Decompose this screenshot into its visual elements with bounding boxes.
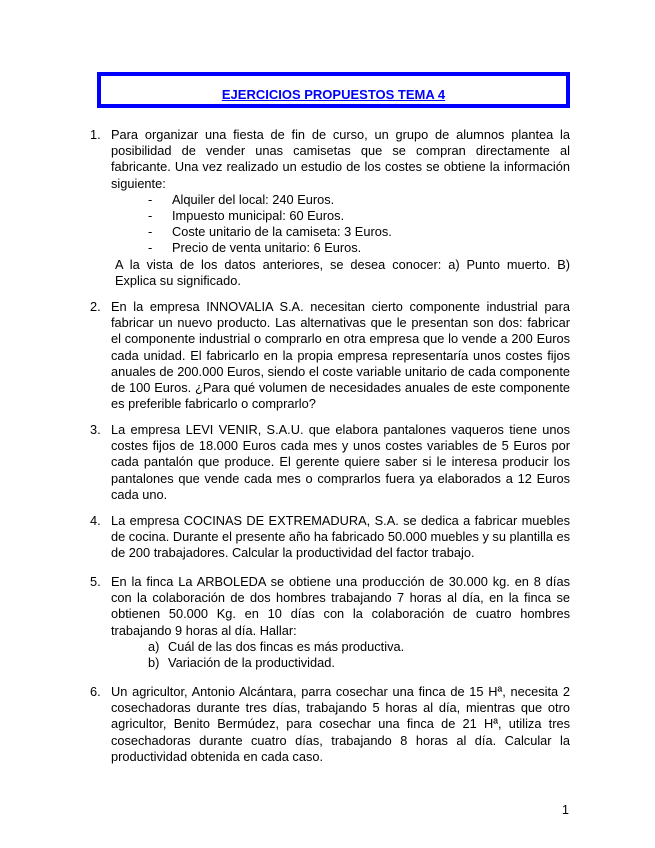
list-item: - Precio de venta unitario: 6 Euros. (148, 240, 362, 256)
exercise-5-list (148, 639, 570, 671)
exercise-number: 6. (90, 684, 101, 699)
list-item: - Impuesto municipal: 60 Euros. (148, 208, 345, 224)
exercise-number: 3. (90, 422, 101, 437)
exercise-number: 1. (90, 127, 101, 142)
page-number: 1 (561, 802, 569, 817)
exercise-text: Para organizar una fiesta de fin de curso, un grupo de alumnos plantea la posibilidad de vender unas camisetas que se compran directamente al fabricante. Una vez realizado un estudio de los costes se obtiene la información siguiente: (111, 127, 570, 191)
exercise-6 (90, 684, 570, 765)
list-item: b) Variación de la productividad. (148, 655, 335, 671)
exercise-number: 4. (90, 513, 101, 528)
exercise-1-list (148, 192, 570, 257)
list-item: a) Cuál de las dos fincas es más productiva. (148, 638, 405, 654)
exercise-1 (90, 127, 570, 289)
exercise-5 (90, 574, 570, 671)
exercise-text: Un agricultor, Antonio Alcántara, parra cosechar una finca de 15 Hª, necesita 2 cosechadoras durante tres días, trabajando 5 horas al día, mientras que otro agricultor, Benito Bermúdez, para cosechar una finca de 21 Hª, utiliza tres cosechadoras durante cuatro días, trabajando 8 horas al día. Calcular la productividad obtenida en cada caso. (111, 684, 570, 764)
title-box (97, 72, 570, 108)
exercise-text: En la finca La ARBOLEDA se obtiene una producción de 30.000 kg. en 8 días con la colaboración de dos hombres trabajando 7 horas al día, en la finca se obtienen 50.000 Kg. en 10 días con la colaboración de cuatro hombres trabajando 9 horas al día. Hallar: (111, 574, 570, 638)
exercise-number: 2. (90, 299, 101, 314)
list-item: - Coste unitario de la camiseta: 3 Euros. (148, 224, 392, 240)
exercise-text: La empresa LEVI VENIR, S.A.U. que elabora pantalones vaqueros tiene unos costes fijos de 18.000 Euros cada mes y unos costes variables de 5 Euros por cada pantalón que produce. El gerente quiere saber si le interesa producir los pantalones que vende cada mes o comprarlos fuera ya elaborados a 12 Euros cada uno. (111, 422, 570, 502)
exercise-2 (90, 299, 570, 412)
exercise-4 (90, 513, 570, 562)
exercise-number: 5. (90, 574, 101, 589)
exercise-followup: A la vista de los datos anteriores, se desea conocer: a) Punto muerto. B) Explica su significado. (115, 256, 570, 288)
exercise-3 (90, 422, 570, 503)
list-item: - Alquiler del local: 240 Euros. (148, 191, 335, 207)
exercise-text: En la empresa INNOVALIA S.A. necesitan cierto componente industrial para fabricar un nuevo producto. Las alternativas que le presentan son dos: fabricar el componente industrial o comprarlo en otra empresa que lo vende a 200 Euros cada unidad. El fabricarlo en la propia empresa representaría unos costes fijos anuales de 200.000 Euros, siendo el coste variable unitario de cada componente de 100 Euros. ¿Para qué volumen de necesidades anuales de este componente es preferible fabricarlo o comprarlo? (111, 299, 570, 412)
exercise-text: La empresa COCINAS DE EXTREMADURA, S.A. se dedica a fabricar muebles de cocina. Durante el presente año ha fabricado 50.000 muebles y su plantilla es de 200 trabajadores. Calcular la productividad del factor trabajo. (111, 513, 570, 561)
page-title: EJERCICIOS PROPUESTOS TEMA 4 (221, 87, 446, 102)
